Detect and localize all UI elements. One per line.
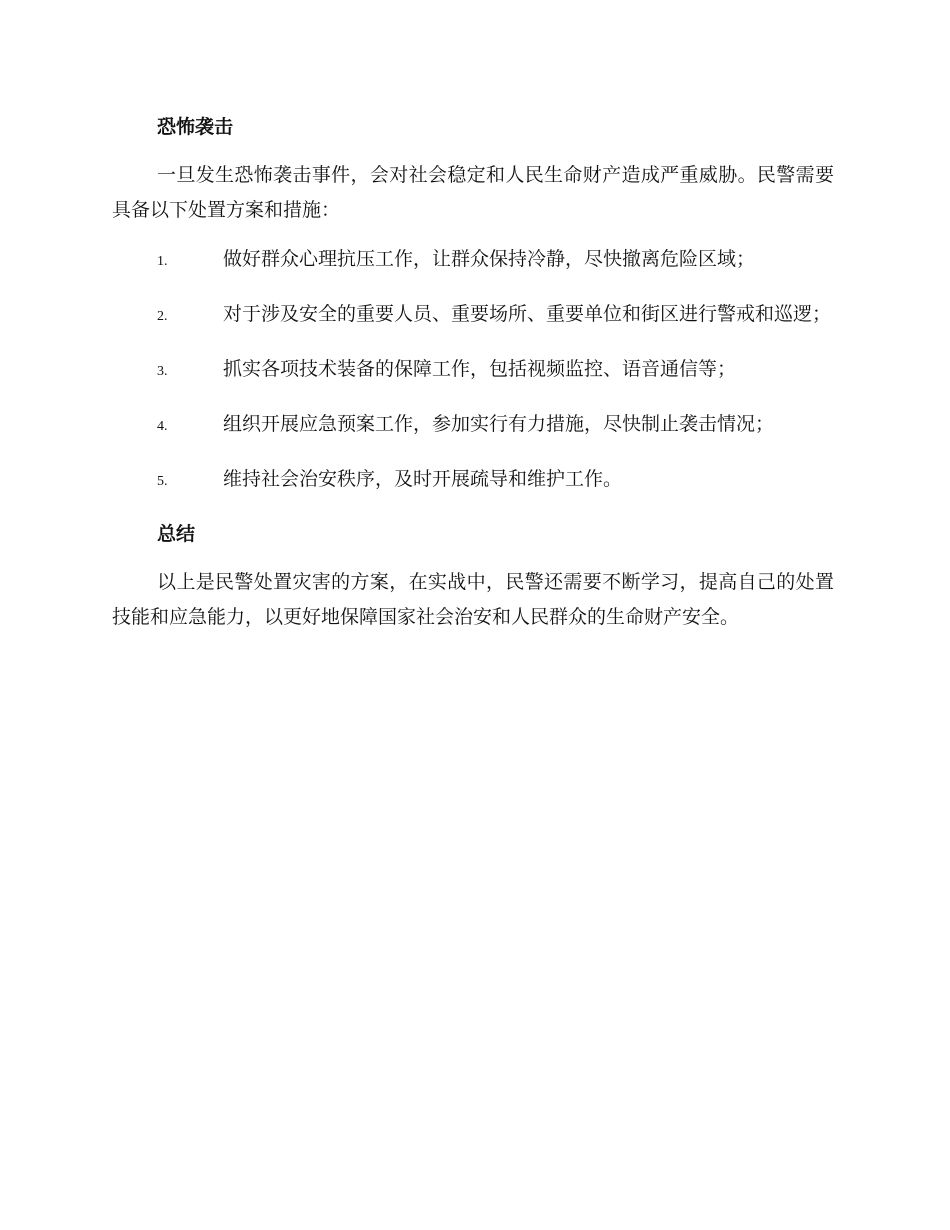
list-item — [112, 242, 834, 279]
intro-paragraph: 一旦发生恐怖袭击事件，会对社会稳定和人民生命财产造成严重威胁。民警需要具备以下处置方案和措施： — [112, 164, 834, 221]
list-item-number: 5. — [157, 474, 168, 489]
list-item-number: 2. — [157, 309, 168, 324]
list-item-number: 3. — [157, 364, 168, 379]
document-page — [112, 110, 834, 649]
list-item-text: 维持社会治安秩序，及时开展疏导和维护工作。 — [223, 468, 623, 490]
list-item-number: 1. — [157, 254, 168, 269]
list-item-text: 对于涉及安全的重要人员、重要场所、重要单位和街区进行警戒和巡逻； — [223, 303, 832, 325]
list-item — [112, 297, 834, 334]
summary-paragraph: 以上是民警处置灾害的方案，在实战中，民警还需要不断学习，提高自己的处置技能和应急能力，以更好地保障国家社会治安和人民群众的生命财产安全。 — [112, 571, 834, 628]
list-item-text: 抓实各项技术装备的保障工作，包括视频监控、语音通信等； — [223, 358, 737, 380]
list-item — [112, 462, 834, 499]
list-item-text: 组织开展应急预案工作，参加实行有力措施，尽快制止袭击情况； — [223, 413, 775, 435]
list-item — [112, 407, 834, 444]
list-item-text: 做好群众心理抗压工作，让群众保持冷静，尽快撤离危险区域； — [223, 248, 756, 270]
section-heading-terror-attack: 恐怖袭击 — [157, 116, 234, 138]
section-heading-summary: 总结 — [157, 523, 196, 545]
list-item-number: 4. — [157, 419, 168, 434]
list-item — [112, 352, 834, 389]
measures-list — [112, 242, 834, 499]
